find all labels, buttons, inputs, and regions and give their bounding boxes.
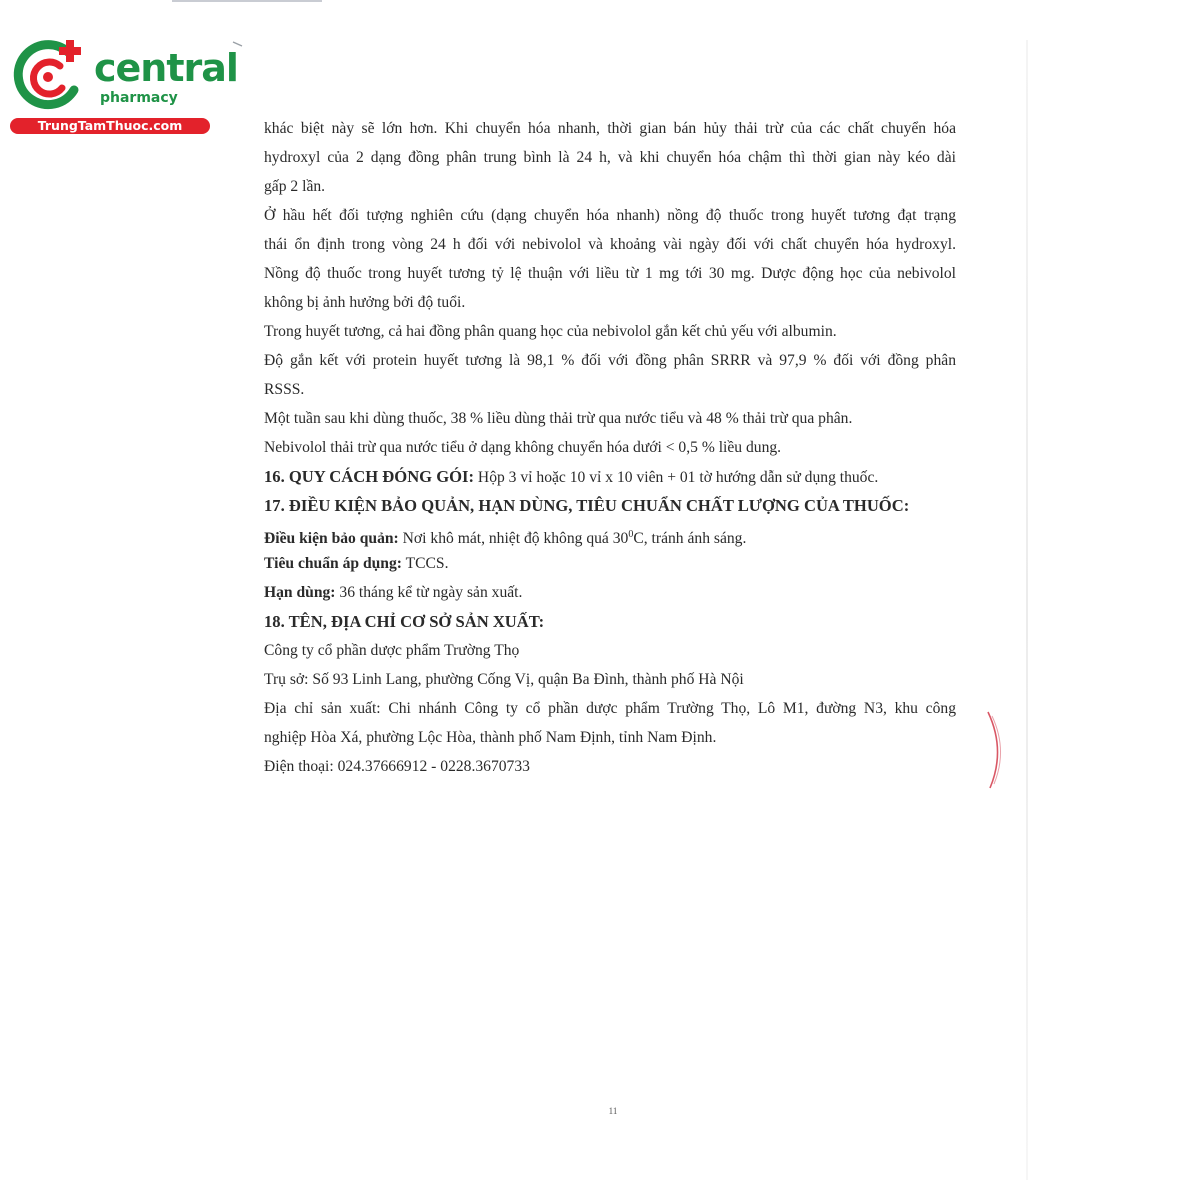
text-line: Một tuần sau khi dùng thuốc, 38 % liều dùng thải trừ qua nước tiểu và 48 % thải trừ qua phân.: [264, 410, 853, 427]
text-line: Nebivolol thải trừ qua nước tiểu ở dạng không chuyển hóa dưới < 0,5 % liều dung.: [264, 439, 782, 456]
applied-standard: [264, 549, 956, 578]
logo-website-banner: [10, 118, 210, 134]
text-line: Trong huyết tương, cả hai đồng phân quang học của nebivolol gắn kết chủ yếu với albumin.: [264, 323, 837, 340]
scan-edge-line: [172, 0, 322, 2]
scan-edge-shadow: [1026, 40, 1028, 1180]
central-pharmacy-logo: [10, 38, 238, 138]
factory-address-cont: nghiệp Hòa Xá, phường Lộc Hòa, thành phố Nam Định, tỉnh Nam Định.: [264, 729, 717, 746]
section-16-text: Hộp 3 vỉ hoặc 10 vỉ x 10 viên + 01 tờ hướng dẫn sử dụng thuốc.: [474, 469, 879, 486]
storage-text-end: C, tránh ánh sáng.: [633, 530, 747, 548]
storage-label: Điều kiện bảo quản:: [264, 530, 399, 548]
storage-text: Nơi khô mát, nhiệt độ không quá 30: [398, 530, 629, 548]
storage-superscript: 0: [628, 529, 634, 540]
factory-address: Địa chỉ sản xuất: Chi nhánh Công ty cổ phần dược phẩm Trường Thọ, Lô M1, đường N3, khu công: [264, 700, 956, 717]
text-line: thái ổn định trong vòng 24 h đối với nebivolol và khoảng vài ngày đối với chất chuyển hóa hydroxyl.: [264, 236, 956, 253]
expiry-text: 36 tháng kể từ ngày sản xuất.: [335, 584, 523, 601]
document-body: [264, 114, 956, 781]
text-line: Độ gắn kết với protein huyết tương là 98,1 % đối với đồng phân SRRR và 97,9 % đối với đồng phân: [264, 352, 956, 369]
company-name: Công ty cổ phần dược phẩm Trường Thọ: [264, 642, 520, 659]
text-line: RSSS.: [264, 381, 305, 398]
text-line: gấp 2 lần.: [264, 178, 326, 195]
pharmacy-cross-icon: [10, 38, 92, 116]
text-line: Nồng độ thuốc trong huyết tương tỷ lệ thuận với liều từ 1 mg tới 30 mg. Dược động học của nebivolol: [264, 265, 956, 282]
section-16: [264, 462, 956, 491]
section-18-heading: 18. TÊN, ĐỊA CHỈ CƠ SỞ SẢN XUẤT:: [264, 612, 545, 631]
standard-text: TCCS.: [401, 555, 449, 572]
logo-sub-text: pharmacy: [100, 90, 178, 106]
text-line: Ở hầu hết đối tượng nghiên cứu (dạng chuyển hóa nhanh) nồng độ thuốc trong huyết tương đạt trạng: [264, 207, 956, 224]
section-17-heading: 17. ĐIỀU KIỆN BẢO QUẢN, HẠN DÙNG, TIÊU CHUẨN CHẤT LƯỢNG CỦA THUỐC:: [264, 496, 910, 515]
section-16-heading: 16. QUY CÁCH ĐÓNG GÓI:: [264, 467, 475, 486]
text-line: khác biệt này sẽ lớn hơn. Khi chuyển hóa nhanh, thời gian bán hủy thải trừ của các chất chuyển hóa: [264, 120, 956, 137]
red-stamp-edge: [984, 710, 1006, 790]
standard-label: Tiêu chuẩn áp dụng:: [264, 555, 402, 572]
expiry: [264, 578, 956, 607]
page-number: 11: [608, 1106, 618, 1116]
expiry-label: Hạn dùng:: [264, 584, 336, 601]
text-line: không bị ảnh hưởng bởi độ tuổi.: [264, 294, 466, 311]
storage-conditions: [264, 520, 956, 549]
phone-numbers: Điện thoại: 024.37666912 - 0228.3670733: [264, 758, 530, 775]
text-line: hydroxyl của 2 dạng đồng phân trung bình là 24 h, và khi chuyển hóa chậm thì thời gian này kéo dài: [264, 149, 956, 166]
headquarters-address: Trụ sở: Số 93 Linh Lang, phường Cống Vị, quận Ba Đình, thành phố Hà Nội: [264, 671, 744, 688]
logo-website-text: TrungTamThuoc.com: [37, 118, 183, 133]
logo-brand-text: central: [94, 46, 238, 90]
